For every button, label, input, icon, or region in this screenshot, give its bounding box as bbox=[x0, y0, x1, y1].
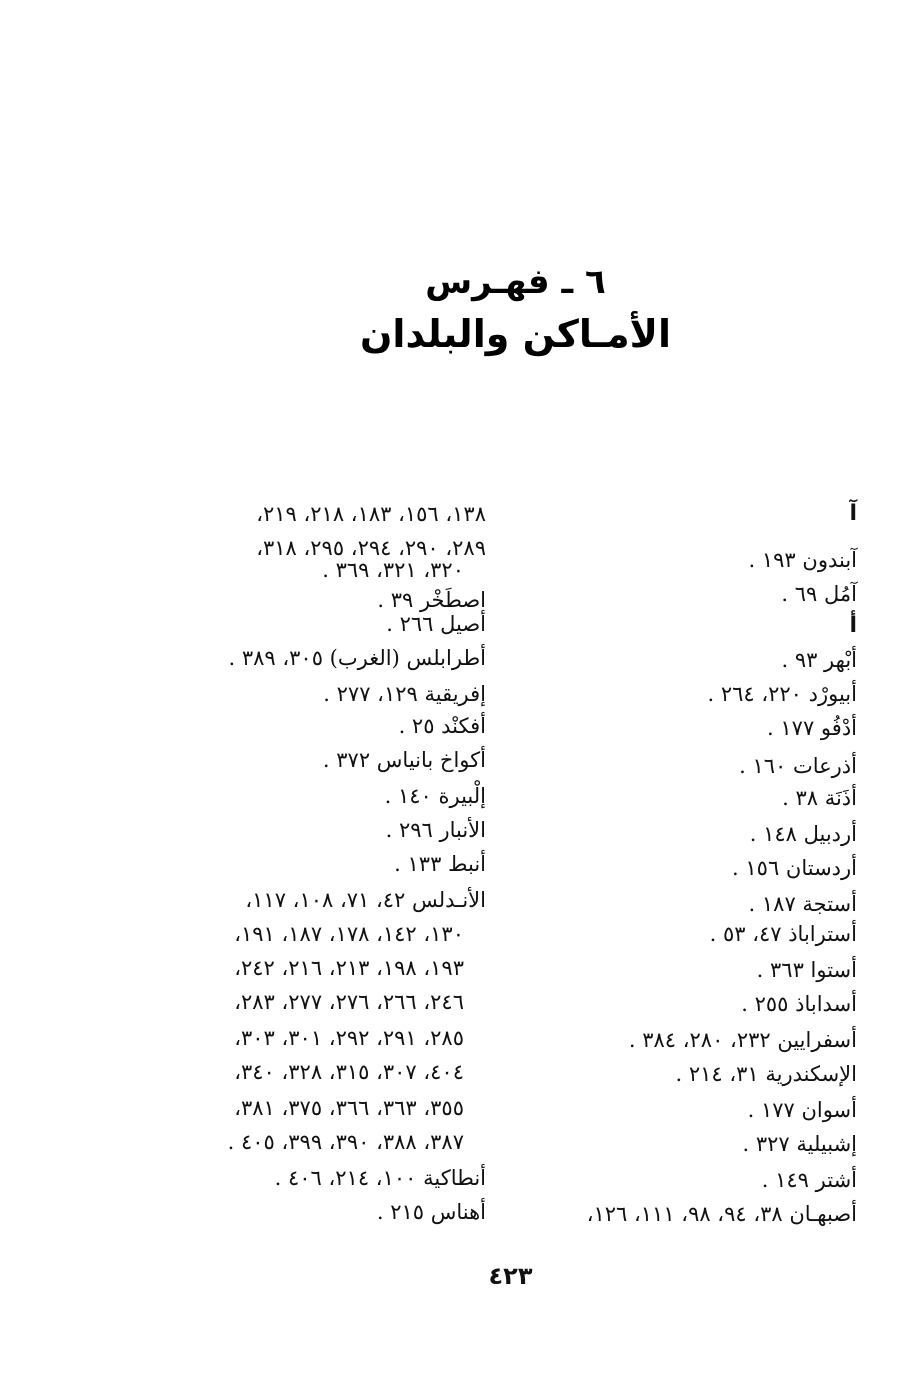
index-entry: الأنـدلس ٤٢، ٧١، ١٠٨، ١١٧، bbox=[245, 888, 486, 912]
index-entry: أدْفُو ١٧٧ . bbox=[767, 716, 857, 740]
index-entry-continuation: ٣٢٠، ٣٢١، ٣٦٩ . bbox=[322, 558, 464, 582]
index-entry: أبيورْد ٢٢٠، ٢٦٤ . bbox=[707, 682, 857, 706]
index-entry: إلْبيرة ١٤٠ . bbox=[384, 784, 486, 808]
index-entry: أنطاكية ١٠٠، ٢١٤، ٤٠٦ . bbox=[274, 1166, 486, 1190]
index-entry-continuation: ٢٤٦، ٢٦٦، ٢٧٦، ٢٧٧، ٢٨٣، bbox=[234, 990, 464, 1014]
index-entry-continuation: ٤٠٤، ٣٠٧، ٣١٥، ٣٢٨، ٣٤٠، bbox=[234, 1060, 464, 1084]
index-entry: أستوا ٣٦٣ . bbox=[756, 958, 857, 982]
index-entry: أستجة ١٨٧ . bbox=[748, 892, 857, 916]
index-entry: أردستان ١٥٦ . bbox=[732, 856, 857, 880]
index-entry: أصيل ٢٦٦ . bbox=[386, 612, 486, 636]
section-title: ٦ ـ فهـرس bbox=[425, 262, 606, 302]
index-entry: آبندون ١٩٣ . bbox=[748, 548, 857, 572]
index-entry-continuation: ٢٨٥، ٢٩١، ٢٩٢، ٣٠١، ٣٠٣، bbox=[234, 1026, 464, 1050]
index-entry: أسفرايين ٢٣٢، ٢٨٠، ٣٨٤ . bbox=[628, 1028, 857, 1052]
index-entry: أردبيل ١٤٨ . bbox=[749, 822, 857, 846]
index-entry: أستراباذ ٤٧، ٥٣ . bbox=[709, 922, 857, 946]
index-entry-continuation: ٢٨٩، ٢٩٠، ٢٩٤، ٢٩٥، ٣١٨، bbox=[256, 536, 486, 560]
index-entry: أهناس ٢١٥ . bbox=[376, 1200, 486, 1224]
index-entry: أشتر ١٤٩ . bbox=[761, 1168, 857, 1192]
section-subtitle: الأمـاكن والبلدان bbox=[360, 312, 671, 356]
index-entry-continuation: ٣٨٧، ٣٨٨، ٣٩٠، ٣٩٩، ٤٠٥ . bbox=[227, 1130, 464, 1154]
index-entry: أنبط ١٣٣ . bbox=[394, 852, 486, 876]
index-entry: إشبيلية ٣٢٧ . bbox=[742, 1132, 857, 1156]
letter-heading: أ bbox=[849, 613, 857, 638]
index-entry: آمُل ٦٩ . bbox=[781, 582, 857, 606]
index-entry: أكواخ بانياس ٣٧٢ . bbox=[322, 748, 486, 772]
index-entry: الإسكندرية ٣١، ٢١٤ . bbox=[675, 1062, 857, 1086]
index-entry-continuation: ١٩٣، ١٩٨، ٢١٣، ٢١٦، ٢٤٢، bbox=[234, 956, 464, 980]
page-number: ٤٢٣ bbox=[488, 1262, 533, 1290]
index-entry-continuation: ١٣٨، ١٥٦، ١٨٣، ٢١٨، ٢١٩، bbox=[256, 502, 486, 526]
index-entry: الأنبار ٢٩٦ . bbox=[385, 818, 486, 842]
index-entry-continuation: ٣٥٥، ٣٦٣، ٣٦٦، ٣٧٥، ٣٨١، bbox=[234, 1096, 464, 1120]
index-entry: إفريقية ١٢٩، ٢٧٧ . bbox=[323, 682, 486, 706]
index-entry: أبْهر ٩٣ . bbox=[781, 648, 857, 672]
index-entry: أطرابلس (الغرب) ٣٠٥، ٣٨٩ . bbox=[228, 646, 486, 670]
index-entry: أذرعات ١٦٠ . bbox=[739, 754, 857, 778]
index-entry: أسداباذ ٢٥٥ . bbox=[741, 992, 857, 1016]
index-entry: أسوان ١٧٧ . bbox=[747, 1098, 857, 1122]
index-entry: اصطَخْر ٣٩ . bbox=[377, 588, 486, 612]
index-entry: أصبهـان ٣٨، ٩٤، ٩٨، ١١١، ١٢٦، bbox=[586, 1202, 857, 1226]
index-entry-continuation: ١٣٠، ١٤٢، ١٧٨، ١٨٧، ١٩١، bbox=[234, 922, 464, 946]
letter-heading: آ bbox=[849, 501, 857, 526]
index-entry: أذَنَة ٣٨ . bbox=[782, 786, 857, 810]
index-entry: أفكنْد ٢٥ . bbox=[398, 714, 486, 738]
